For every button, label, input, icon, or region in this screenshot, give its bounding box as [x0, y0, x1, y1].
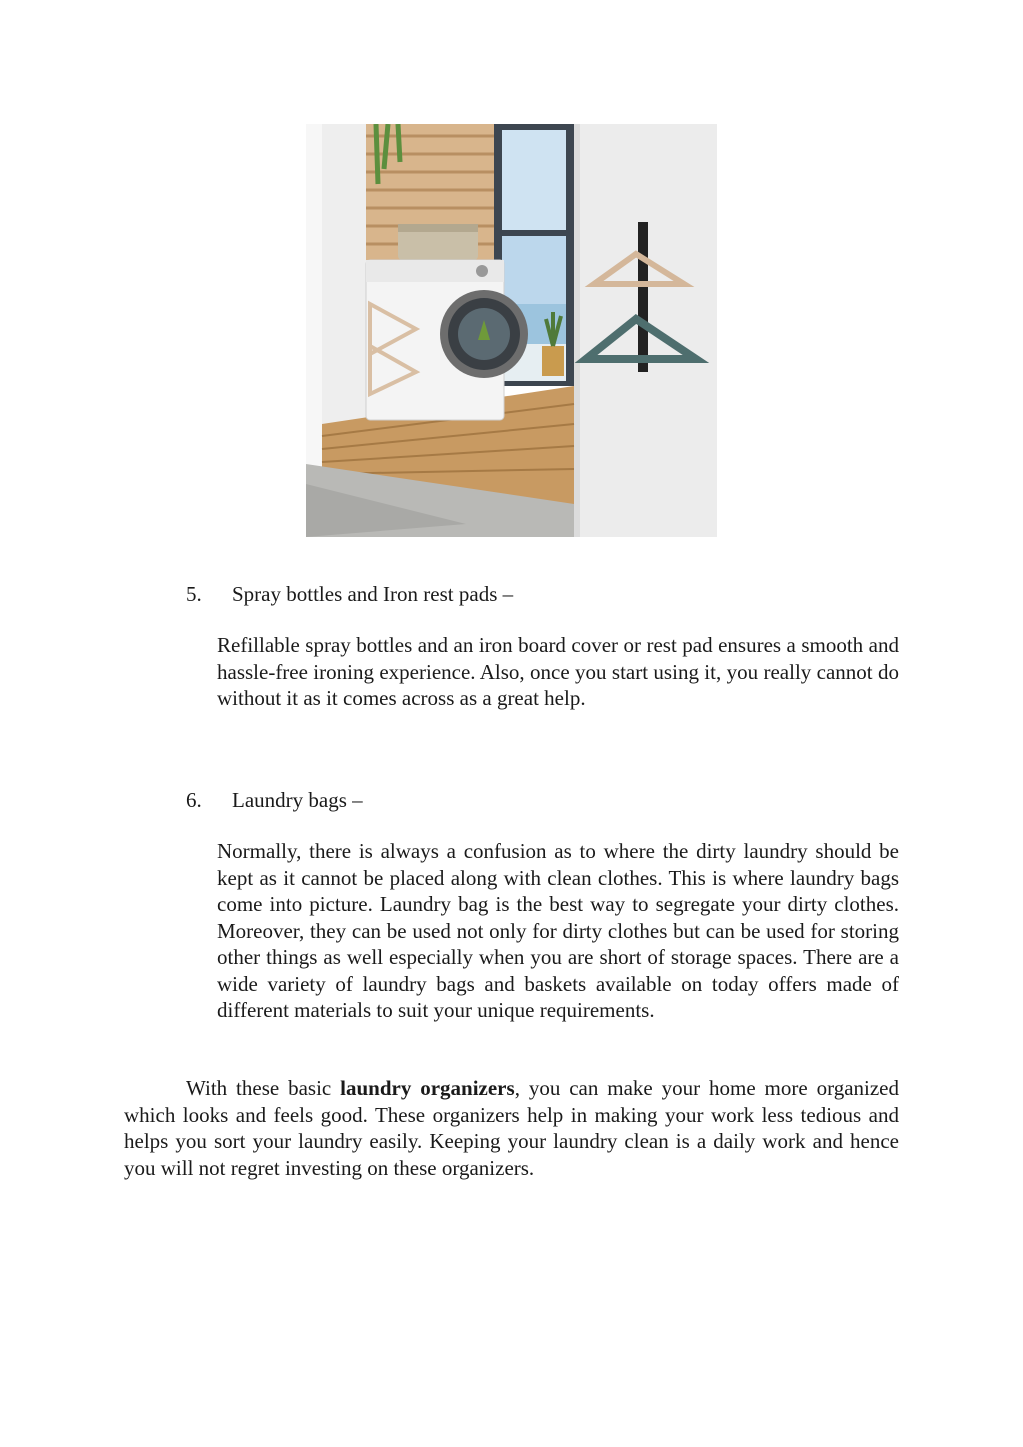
list-number: 5. [186, 582, 202, 606]
list-item-title: Laundry bags – [232, 788, 363, 812]
list-item-6-heading [186, 787, 363, 813]
conclusion-text-start: With these basic [186, 1076, 341, 1100]
list-item-title: Spray bottles and Iron rest pads – [232, 582, 514, 606]
conclusion-paragraph [124, 1075, 899, 1181]
list-number: 6. [186, 788, 202, 812]
laundry-room-photo [306, 124, 717, 537]
list-item-6-body: Normally, there is always a confusion as to where the dirty laundry should be kept as it cannot be placed along with clean clothes. This is where laundry bags come into picture. Laundry bag is the best way to segregate your dirty clothes. Moreover, they can be used not only for dirty clothes but can be used for storing other things as well especially when you are short of storage spaces. There are a wide variety of laundry bags and baskets available on today offers made of different materials to suit your unique requirements. [217, 839, 899, 1022]
conclusion-keyword: laundry organizers [340, 1076, 515, 1100]
list-item-5-body: Refillable spray bottles and an iron board cover or rest pad ensures a smooth and hassle-free ironing experience. Also, once you start using it, you really cannot do without it as it comes across as a great help. [217, 633, 899, 710]
list-item-5-heading [186, 581, 513, 607]
conclusion-text-end: , you can make your home more organized which looks and feels good. These organizers help in making your work less tedious and helps you sort your laundry easily. Keeping your laundry clean is a daily work and hence you will not regret investing on these organizers. [124, 1076, 899, 1180]
